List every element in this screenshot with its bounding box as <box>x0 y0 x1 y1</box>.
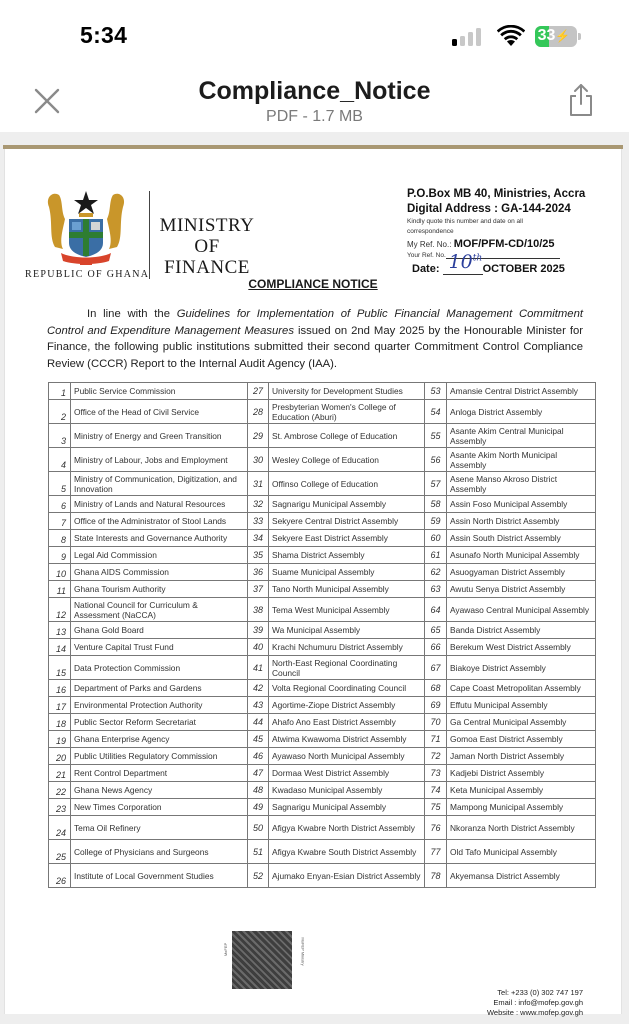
date-blank <box>443 251 483 275</box>
institution-name: Awutu Senya District Assembly <box>447 581 596 598</box>
row-number: 30 <box>248 448 269 472</box>
my-ref-label: My Ref. No.: <box>407 240 452 249</box>
row-number: 28 <box>248 400 269 424</box>
row-number: 63 <box>425 581 447 598</box>
notice-heading: COMPLIANCE NOTICE <box>248 277 378 291</box>
row-number: 65 <box>425 622 447 639</box>
handwritten-date: 10th <box>448 251 483 273</box>
row-number: 21 <box>49 765 71 782</box>
institution-name: State Interests and Governance Authority <box>71 530 248 547</box>
digital-address: Digital Address : GA-144-2024 <box>407 203 571 215</box>
institution-name: Tema Oil Refinery <box>71 816 248 840</box>
institution-name: Anloga District Assembly <box>447 400 596 424</box>
row-number: 70 <box>425 714 447 731</box>
row-number: 18 <box>49 714 71 731</box>
table-row <box>49 639 596 656</box>
row-number: 62 <box>425 564 447 581</box>
institution-name: Suame Municipal Assembly <box>269 564 425 581</box>
my-ref <box>407 238 585 250</box>
row-number: 78 <box>425 864 447 888</box>
institution-name: Department of Parks and Gardens <box>71 680 248 697</box>
share-icon[interactable] <box>566 83 596 117</box>
institutions-table <box>48 382 596 888</box>
institution-name: Asante Akim North Municipal Assembly <box>447 448 596 472</box>
institution-name: Wesley College of Education <box>269 448 425 472</box>
row-number: 49 <box>248 799 269 816</box>
institution-name: University for Development Studies <box>269 383 425 400</box>
row-number: 54 <box>425 400 447 424</box>
row-number: 60 <box>425 530 447 547</box>
stamp-text-left: MoFEP <box>223 942 229 957</box>
row-number: 51 <box>248 840 269 864</box>
row-number: 1 <box>49 383 71 400</box>
row-number: 5 <box>49 472 71 496</box>
row-number: 44 <box>248 714 269 731</box>
institution-name: Akyemansa District Assembly <box>447 864 596 888</box>
quote-note-2: correspondence <box>407 228 454 235</box>
institution-name: Ministry of Labour, Jobs and Employment <box>71 448 248 472</box>
institution-name: Ajumako Enyan-Esian District Assembly <box>269 864 425 888</box>
row-number: 22 <box>49 782 71 799</box>
institution-name: Dormaa West District Assembly <box>269 765 425 782</box>
institution-name: Ga Central Municipal Assembly <box>447 714 596 731</box>
institution-name: North-East Regional Coordinating Council <box>269 656 425 680</box>
institution-name: Public Service Commission <box>71 383 248 400</box>
row-number: 71 <box>425 731 447 748</box>
row-number: 17 <box>49 697 71 714</box>
ministry-line-2: OF <box>194 236 220 257</box>
row-number: 7 <box>49 513 71 530</box>
institution-name: Sekyere East District Assembly <box>269 530 425 547</box>
row-number: 23 <box>49 799 71 816</box>
table-row <box>49 530 596 547</box>
contact-block <box>487 988 583 1018</box>
institution-name: Data Protection Commission <box>71 656 248 680</box>
institution-name: Ayawaso Central Municipal Assembly <box>447 598 596 622</box>
row-number: 77 <box>425 840 447 864</box>
document-subtitle: PDF - 1.7 MB <box>266 108 363 125</box>
institution-name: Keta Municipal Assembly <box>447 782 596 799</box>
institution-name: Kadjebi District Assembly <box>447 765 596 782</box>
row-number: 56 <box>425 448 447 472</box>
row-number: 2 <box>49 400 71 424</box>
table-row <box>49 816 596 840</box>
institution-name: Ayawaso North Municipal Assembly <box>269 748 425 765</box>
row-number: 3 <box>49 424 71 448</box>
contact-tel: Tel: +233 (0) 302 747 197 <box>497 988 583 997</box>
row-number: 39 <box>248 622 269 639</box>
postal-address: P.O.Box MB 40, Ministries, Accra <box>407 188 586 200</box>
table-row <box>49 656 596 680</box>
row-number: 26 <box>49 864 71 888</box>
institution-name: Assin South District Assembly <box>447 530 596 547</box>
address-block <box>407 187 585 275</box>
institution-name: Asunafo North Municipal Assembly <box>447 547 596 564</box>
institution-name: Assin North District Assembly <box>447 513 596 530</box>
institution-name: Asuogyaman District Assembly <box>447 564 596 581</box>
row-number: 38 <box>248 598 269 622</box>
institution-name: Ghana News Agency <box>71 782 248 799</box>
document-header <box>0 70 629 132</box>
row-number: 52 <box>248 864 269 888</box>
institution-name: Offinso College of Education <box>269 472 425 496</box>
institution-name: Cape Coast Metropolitan Assembly <box>447 680 596 697</box>
letterhead-divider <box>149 191 150 279</box>
institution-name: Ghana Tourism Authority <box>71 581 248 598</box>
institution-name: Venture Capital Trust Fund <box>71 639 248 656</box>
battery-level: 33⚡ <box>537 27 571 44</box>
security-stamp <box>232 931 292 989</box>
row-number: 50 <box>248 816 269 840</box>
row-number: 8 <box>49 530 71 547</box>
table-row <box>49 383 596 400</box>
table-row <box>49 765 596 782</box>
table-row <box>49 581 596 598</box>
table-row <box>49 748 596 765</box>
institution-name: Tano North Municipal Assembly <box>269 581 425 598</box>
institution-name: Biakoye District Assembly <box>447 656 596 680</box>
institution-name: Atwima Kwawoma District Assembly <box>269 731 425 748</box>
row-number: 55 <box>425 424 447 448</box>
row-number: 72 <box>425 748 447 765</box>
table-row <box>49 496 596 513</box>
row-number: 43 <box>248 697 269 714</box>
institution-name: Effutu Municipal Assembly <box>447 697 596 714</box>
institution-name: National Council for Curriculum & Assessment (NaCCA) <box>71 598 248 622</box>
institution-name: Asante Akim Central Municipal Assembly <box>447 424 596 448</box>
table-row <box>49 400 596 424</box>
institution-name: Office of the Head of Civil Service <box>71 400 248 424</box>
institution-name: St. Ambrose College of Education <box>269 424 425 448</box>
table-row <box>49 680 596 697</box>
table-row <box>49 598 596 622</box>
institution-name: Asene Manso Akroso District Assembly <box>447 472 596 496</box>
table-row <box>49 799 596 816</box>
table-row <box>49 864 596 888</box>
clock: 5:34 <box>80 22 128 48</box>
ministry-of-finance-logo <box>155 215 259 278</box>
row-number: 45 <box>248 731 269 748</box>
row-number: 11 <box>49 581 71 598</box>
institution-name: Jaman North District Assembly <box>447 748 596 765</box>
row-number: 16 <box>49 680 71 697</box>
row-number: 46 <box>248 748 269 765</box>
row-number: 76 <box>425 816 447 840</box>
table-row <box>49 472 596 496</box>
institution-name: Krachi Nchumuru District Assembly <box>269 639 425 656</box>
institution-name: Environmental Protection Authority <box>71 697 248 714</box>
pdf-page <box>4 149 622 1017</box>
row-number: 37 <box>248 581 269 598</box>
your-ref-label: Your Ref. No. <box>407 252 446 259</box>
row-number: 20 <box>49 748 71 765</box>
pdf-viewer[interactable] <box>0 132 629 1024</box>
row-number: 32 <box>248 496 269 513</box>
institution-name: Agortime-Ziope District Assembly <box>269 697 425 714</box>
institution-name: Sagnarigu Municipal Assembly <box>269 799 425 816</box>
date-label: Date: <box>412 263 440 275</box>
ministry-line-1: MINISTRY <box>159 215 255 236</box>
contact-email: Email : info@mofep.gov.gh <box>493 998 583 1007</box>
institution-name: Office of the Administrator of Stool Lands <box>71 513 248 530</box>
status-bar <box>0 0 629 70</box>
institution-name: Amansie Central District Assembly <box>447 383 596 400</box>
row-number: 47 <box>248 765 269 782</box>
row-number: 64 <box>425 598 447 622</box>
institution-name: New Times Corporation <box>71 799 248 816</box>
institution-name: Afigya Kwabre South District Assembly <box>269 840 425 864</box>
table-row <box>49 513 596 530</box>
table-row <box>49 731 596 748</box>
row-number: 59 <box>425 513 447 530</box>
row-number: 58 <box>425 496 447 513</box>
institution-name: Ministry of Communication, Digitization, and Innovation <box>71 472 248 496</box>
row-number: 25 <box>49 840 71 864</box>
institution-name: Ministry of Lands and Natural Resources <box>71 496 248 513</box>
wifi-icon <box>497 25 525 47</box>
row-number: 61 <box>425 547 447 564</box>
cellular-signal-icon <box>452 28 486 46</box>
table-row <box>49 622 596 639</box>
row-number: 75 <box>425 799 447 816</box>
document-title: Compliance_Notice <box>198 77 431 105</box>
row-number: 48 <box>248 782 269 799</box>
table-row <box>49 448 596 472</box>
institution-name: Nkoranza North District Assembly <box>447 816 596 840</box>
institution-name: College of Physicians and Surgeons <box>71 840 248 864</box>
contact-website: Website : www.mofep.gov.gh <box>486 1008 583 1017</box>
guidelines-title: Guidelines for Implementation of Public Financial Management Commitment Control and Expenditure Management Measures <box>47 308 583 337</box>
institution-name: Public Utilities Regulatory Commission <box>71 748 248 765</box>
institution-name: Sekyere Central District Assembly <box>269 513 425 530</box>
row-number: 31 <box>248 472 269 496</box>
row-number: 68 <box>425 680 447 697</box>
institution-name: Banda District Assembly <box>447 622 596 639</box>
battery-icon <box>535 26 577 47</box>
table-row <box>49 547 596 564</box>
row-number: 35 <box>248 547 269 564</box>
row-number: 29 <box>248 424 269 448</box>
ghana-coat-of-arms-icon <box>43 189 129 267</box>
ministry-line-3: FINANCE <box>164 257 250 278</box>
table-row <box>49 424 596 448</box>
table-row <box>49 840 596 864</box>
institution-name: Afigya Kwabre North District Assembly <box>269 816 425 840</box>
table-row <box>49 714 596 731</box>
row-number: 40 <box>248 639 269 656</box>
intro-paragraph: In line with the Guidelines for Implementation of Public Financial Management Commitment Control and Expenditure Management Measures issued on 2nd May 2025 by the Honourable Minister for Finance, the following public institutions submitted their second quarter Commitment Control Compliance Review (CCCR) Report to the Internal Audit Agency (IAA). <box>47 308 584 370</box>
institution-name: Ministry of Energy and Green Transition <box>71 424 248 448</box>
institution-name: Ghana AIDS Commission <box>71 564 248 581</box>
institution-name: Kwadaso Municipal Assembly <box>269 782 425 799</box>
battery-tip <box>578 33 581 40</box>
table-row <box>49 697 596 714</box>
row-number: 4 <box>49 448 71 472</box>
row-number: 6 <box>49 496 71 513</box>
row-number: 36 <box>248 564 269 581</box>
row-number: 24 <box>49 816 71 840</box>
row-number: 10 <box>49 564 71 581</box>
row-number: 12 <box>49 598 71 622</box>
institution-name: Rent Control Department <box>71 765 248 782</box>
institution-name: Volta Regional Coordinating Council <box>269 680 425 697</box>
row-number: 42 <box>248 680 269 697</box>
institution-name: Presbyterian Women's College of Education (Aburi) <box>269 400 425 424</box>
row-number: 74 <box>425 782 447 799</box>
institution-name: Shama District Assembly <box>269 547 425 564</box>
row-number: 73 <box>425 765 447 782</box>
row-number: 67 <box>425 656 447 680</box>
institution-name: Old Tafo Municipal Assembly <box>447 840 596 864</box>
my-ref-value: MOF/PFM-CD/10/25 <box>453 238 555 250</box>
row-number: 69 <box>425 697 447 714</box>
row-number: 66 <box>425 639 447 656</box>
row-number: 57 <box>425 472 447 496</box>
table-row <box>49 564 596 581</box>
row-number: 14 <box>49 639 71 656</box>
row-number: 34 <box>248 530 269 547</box>
institution-name: Gomoa East District Assembly <box>447 731 596 748</box>
institution-name: Ghana Gold Board <box>71 622 248 639</box>
row-number: 33 <box>248 513 269 530</box>
institution-name: Assin Foso Municipal Assembly <box>447 496 596 513</box>
republic-of-ghana-label: REPUBLIC OF GHANA <box>25 269 150 280</box>
institution-name: Ghana Enterprise Agency <box>71 731 248 748</box>
table-row <box>49 782 596 799</box>
row-number: 41 <box>248 656 269 680</box>
your-ref <box>407 252 585 259</box>
row-number: 13 <box>49 622 71 639</box>
stamp-text-right: MoFEP Ministry <box>300 937 306 966</box>
row-number: 19 <box>49 731 71 748</box>
institution-name: Public Sector Reform Secretariat <box>71 714 248 731</box>
institution-name: Mampong Municipal Assembly <box>447 799 596 816</box>
row-number: 15 <box>49 656 71 680</box>
institution-name: Institute of Local Government Studies <box>71 864 248 888</box>
institution-name: Ahafo Ano East District Assembly <box>269 714 425 731</box>
quote-note-1: Kindly quote this number and date on all <box>407 218 523 225</box>
row-number: 9 <box>49 547 71 564</box>
institution-name: Sagnarigu Municipal Assembly <box>269 496 425 513</box>
institution-name: Tema West Municipal Assembly <box>269 598 425 622</box>
institution-name: Wa Municipal Assembly <box>269 622 425 639</box>
institution-name: Legal Aid Commission <box>71 547 248 564</box>
row-number: 27 <box>248 383 269 400</box>
institution-name: Berekum West District Assembly <box>447 639 596 656</box>
row-number: 53 <box>425 383 447 400</box>
date-month-year: OCTOBER 2025 <box>482 263 565 275</box>
